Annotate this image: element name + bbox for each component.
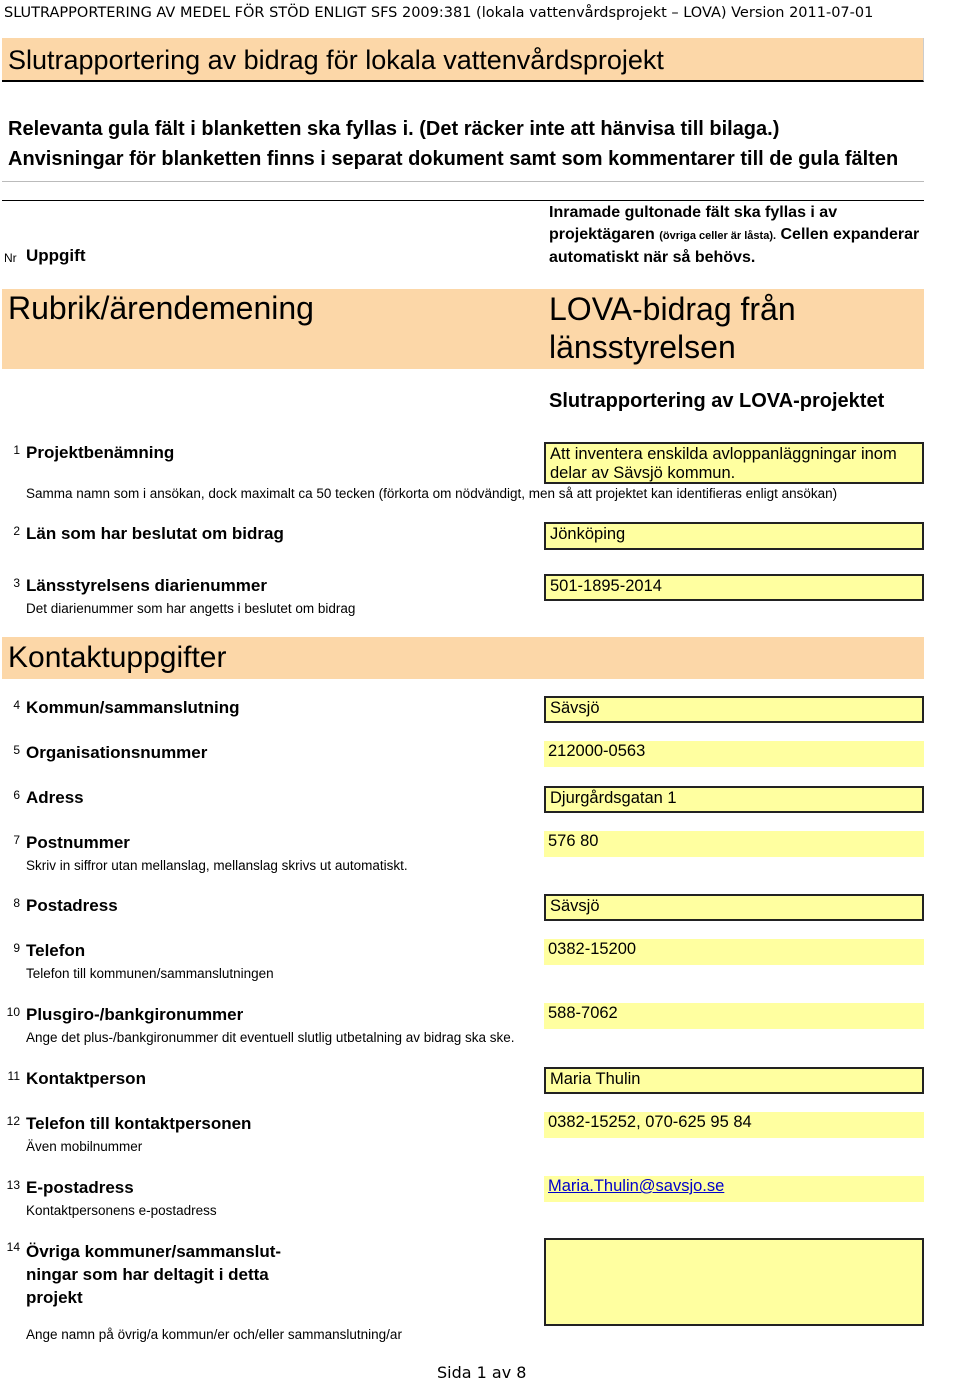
- county-field[interactable]: Jönköping: [544, 522, 924, 550]
- postal-code-field[interactable]: 576 80: [544, 831, 924, 857]
- municipality-field[interactable]: Sävsjö: [544, 696, 924, 723]
- row-label-kontaktperson: Kontaktperson: [26, 1069, 146, 1088]
- row-number: 13: [6, 1178, 20, 1192]
- row-label-organisationsnummer: Organisationsnummer: [26, 743, 208, 762]
- subject-subtitle: Slutrapportering av LOVA-projektet: [549, 390, 885, 412]
- row-number: 12: [6, 1114, 20, 1128]
- instruction-line-1: Relevanta gula fält i blanketten ska fyllas i. (Det räcker inte att hänvisa till bilaga.): [8, 118, 780, 140]
- form-title: Slutrapportering av bidrag för lokala vattenvårdsprojekt: [2, 38, 924, 82]
- row-number: 2: [13, 524, 20, 538]
- row-hint: Skriv in siffror utan mellanslag, mellanslag skrivs ut automatiskt.: [26, 858, 408, 873]
- email-link[interactable]: Maria.Thulin@savsjo.se: [548, 1177, 725, 1195]
- row-number: 4: [13, 698, 20, 712]
- row-number: 9: [13, 941, 20, 955]
- row-number: 10: [6, 1005, 20, 1019]
- row-label-projektbenamning: Projektbenämning: [26, 443, 175, 462]
- giro-number-field[interactable]: 588-7062: [544, 1003, 924, 1029]
- address-field[interactable]: Djurgårdsgatan 1: [544, 786, 924, 813]
- row-label-diarienummer: Länsstyrelsens diarienummer: [26, 576, 267, 595]
- running-header: SLUTRAPPORTERING AV MEDEL FÖR STÖD ENLIGT SFS 2009:381 (lokala vattenvårdsprojekt – LOVA) Version 2011-07-01: [4, 5, 874, 21]
- row-number: 7: [13, 833, 20, 847]
- org-number-field[interactable]: 212000-0563: [544, 741, 924, 767]
- contact-phone-field[interactable]: 0382-15252, 070-625 95 84: [544, 1112, 924, 1138]
- project-name-field[interactable]: Att inventera enskilda avloppanläggningar inom delar av Sävsjö kommun.: [544, 442, 924, 484]
- row-hint: Även mobilnummer: [26, 1139, 143, 1154]
- page-number: Sida 1 av 8: [437, 1363, 527, 1382]
- row-number: 8: [13, 896, 20, 910]
- row-hint: Samma namn som i ansökan, dock maximalt ca 50 tecken (förkorta om nödvändigt, men så att projektet kan identifieras enligt ansökan): [26, 486, 838, 501]
- column-header-nr: Nr: [4, 251, 17, 265]
- divider: [2, 181, 924, 182]
- diary-number-field[interactable]: 501-1895-2014: [544, 574, 924, 601]
- row-label-ovriga: Övriga kommuner/sammanslut-ningar som har deltagit i detta projekt: [26, 1242, 282, 1307]
- row-number: 6: [13, 788, 20, 802]
- row-hint: Telefon till kommunen/sammanslutningen: [26, 966, 274, 981]
- row-number: 5: [13, 743, 20, 757]
- row-label-epost: E-postadress: [26, 1178, 134, 1197]
- email-field[interactable]: [544, 1176, 924, 1202]
- row-number: 1: [13, 443, 20, 457]
- row-number: 3: [13, 576, 20, 590]
- row-number: 11: [7, 1069, 20, 1083]
- row-hint: Ange namn på övrig/a kommun/er och/eller sammanslutning/ar: [26, 1327, 402, 1342]
- row-label-kontakt-telefon: Telefon till kontaktpersonen: [26, 1114, 252, 1133]
- row-label-postadress: Postadress: [26, 896, 118, 915]
- column-header-uppgift: Uppgift: [26, 246, 86, 265]
- row-label-telefon: Telefon: [26, 941, 86, 960]
- row-label-kommun: Kommun/sammanslutning: [26, 698, 240, 717]
- other-municipalities-field[interactable]: [544, 1238, 924, 1326]
- phone-field[interactable]: 0382-15200: [544, 939, 924, 965]
- row-hint: Kontaktpersonens e-postadress: [26, 1203, 217, 1218]
- row-label-adress: Adress: [26, 788, 84, 807]
- header-rule: [2, 200, 924, 201]
- contact-person-field[interactable]: Maria Thulin: [544, 1067, 924, 1094]
- row-hint: Det diarienummer som har angetts i beslutet om bidrag: [26, 601, 356, 616]
- postal-address-field[interactable]: Sävsjö: [544, 894, 924, 921]
- instruction-line-2: Anvisningar för blanketten finns i separat dokument samt som kommentarer till de gula fälten: [8, 148, 899, 170]
- row-label-postnummer: Postnummer: [26, 833, 130, 852]
- row-number: 14: [6, 1240, 20, 1254]
- section-kontaktuppgifter: Kontaktuppgifter: [2, 637, 924, 679]
- fill-instruction: Inramade gultonade fält ska fyllas i av projektägaren (övriga celler är låsta). Cellen expanderar automatiskt när så behövs.: [549, 204, 920, 266]
- subject-label: Rubrik/ärendemening: [8, 290, 314, 326]
- subject-value: LOVA-bidrag från länsstyrelsen: [549, 291, 796, 365]
- row-hint: Ange det plus-/bankgironummer dit eventuell slutlig utbetalning av bidrag ska ske.: [26, 1030, 515, 1045]
- row-label-lan: Län som har beslutat om bidrag: [26, 524, 284, 543]
- row-label-giro: Plusgiro-/bankgironummer: [26, 1005, 244, 1024]
